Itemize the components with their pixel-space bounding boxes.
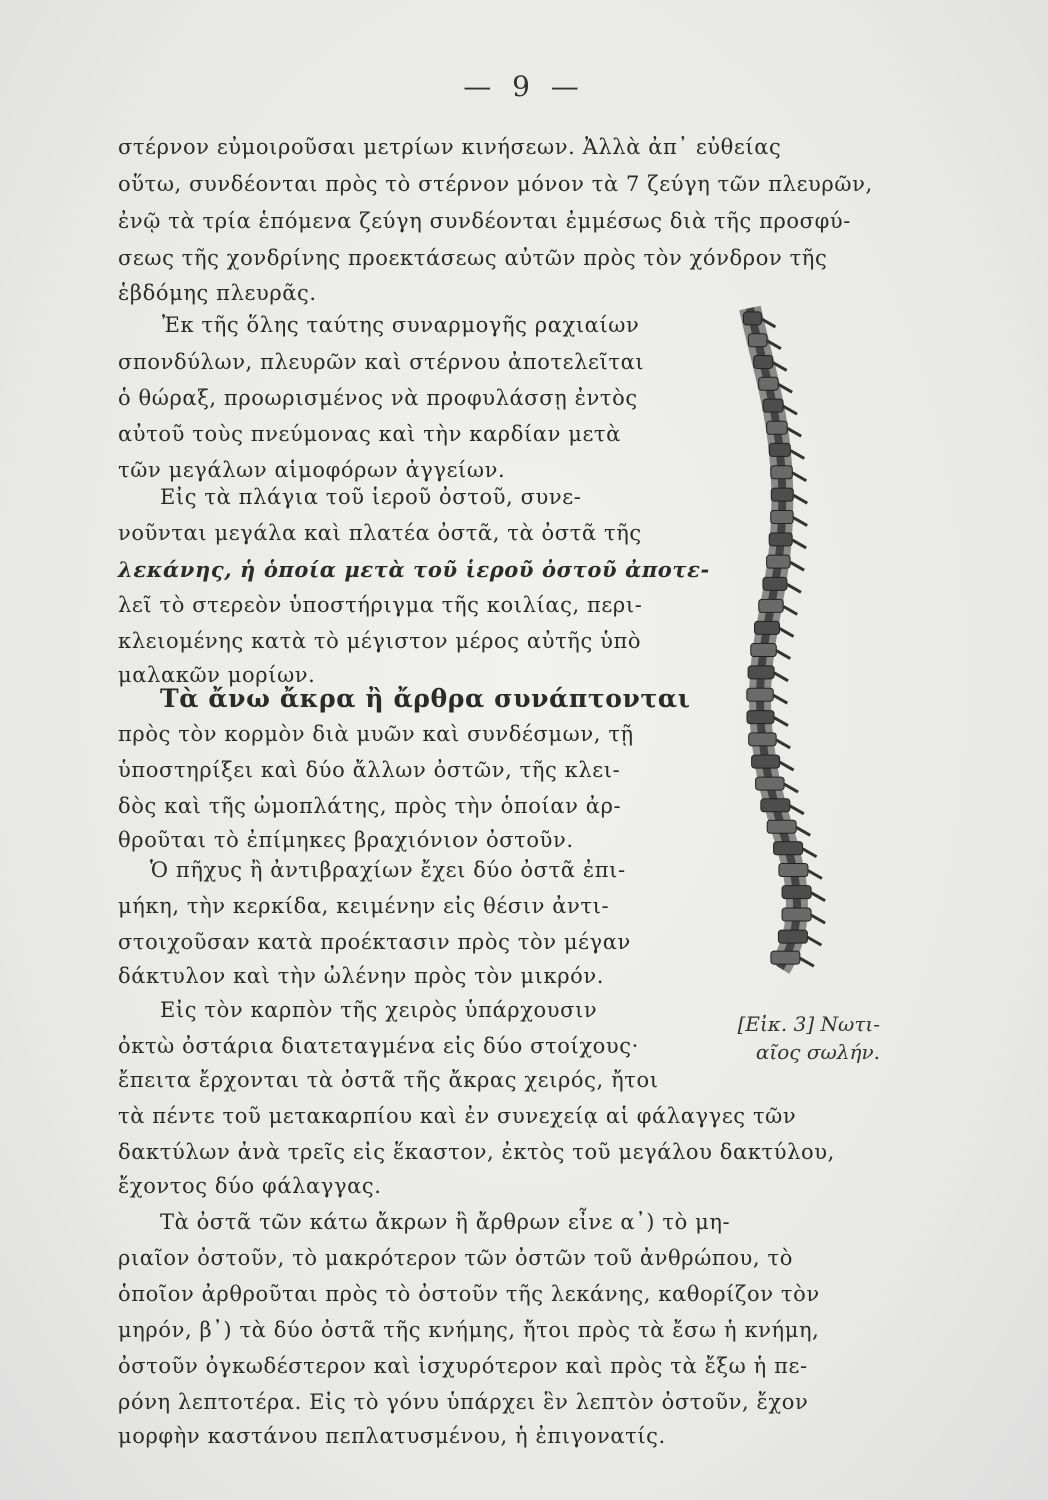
section-heading-upper-limbs: Τὰ ἄνω ἄκρα ἢ ἄρθρα συνάπτονται: [160, 684, 691, 713]
text-line-21: θροῦται τὸ ἐπίμηκες βραχιόνιον ὀστοῦν.: [118, 828, 574, 852]
text-line-31: ἔχοντος δύο φάλαγγας.: [118, 1174, 382, 1198]
text-line-27: ὀκτὼ ὀστάρια διατεταγμένα εἰς δύο στοίχους·: [118, 1034, 639, 1058]
vertebra: [774, 842, 803, 855]
text-line-9: αὐτοῦ τοὺς πνεύμονας καὶ τὴν καρδίαν μετὰ: [118, 422, 621, 446]
vertebra: [754, 621, 779, 634]
text-line-28: ἔπειτα ἔρχονται τὰ ὀστᾶ τῆς ἄκρας χειρός, ἤτοι: [118, 1068, 659, 1092]
vertebra-process: [811, 915, 825, 923]
page-number: — 9 —: [463, 70, 585, 103]
vertebra-process: [793, 518, 807, 526]
vertebra-process: [807, 937, 821, 945]
vertebra: [771, 466, 793, 479]
text-line-36: ὀστοῦν ὀγκωδέστερον καὶ ἰσχυρότερον καὶ πρὸς τὰ ἔξω ἡ πε-: [118, 1354, 808, 1378]
vertebra-process: [787, 584, 801, 592]
text-line-13: λεκάνης, ἡ ὁποία μετὰ τοῦ ἱεροῦ ὀστοῦ ἀποτε-: [118, 557, 710, 582]
text-line-11: Εἰς τὰ πλάγια τοῦ ἱεροῦ ὀστοῦ, συνε-: [160, 485, 582, 509]
vertebra-process: [793, 495, 807, 503]
vertebra: [754, 355, 773, 368]
vertebra-process: [800, 958, 814, 966]
vertebra: [779, 864, 808, 877]
vertebra-process: [787, 428, 801, 436]
text-line-8: ὁ θώραξ, προωρισμένος νὰ προφυλάσσῃ ἐντὸς: [118, 386, 638, 410]
text-line-30: δακτύλων ἀνὰ τρεῖς εἰς ἕκαστον, ἐκτὸς τοῦ μεγάλου δακτύλου,: [118, 1140, 835, 1164]
text-line-14: λεῖ τὸ στερεὸν ὑποστήριγμα τῆς κοιλίας, περι-: [118, 593, 643, 617]
vertebra-process: [783, 606, 797, 614]
vertebra: [761, 799, 790, 812]
vertebra-process: [779, 628, 793, 636]
vertebra: [763, 577, 787, 590]
vertebra-process: [780, 762, 794, 770]
text-line-35: μηρόν, β᾽) τὰ δύο ὀστᾶ τῆς κνήμης, ἤτοι πρὸς τὰ ἔσω ἡ κνήμη,: [118, 1318, 820, 1342]
vertebra: [743, 312, 761, 325]
vertebra-process: [811, 893, 825, 901]
vertebra-process: [792, 540, 806, 548]
vertebra-process: [774, 673, 788, 681]
vertebra-process: [776, 651, 790, 659]
text-line-38: μορφὴν καστάνου πεπλατυσμένου, ἡ ἐπιγονατίς.: [118, 1424, 666, 1448]
text-line-3: ἐνῷ τὰ τρία ἑπόμενα ζεύγη συνδέονται ἐμμέσως διὰ τῆς προσφύ-: [118, 209, 851, 233]
vertebra: [782, 886, 811, 899]
vertebra: [771, 511, 794, 524]
vertebra: [778, 930, 807, 943]
vertebra-process: [776, 740, 790, 748]
text-line-19: ὑποστηρίξει καὶ δύο ἄλλων ὀστῶν, τῆς κλει-: [118, 758, 621, 782]
text-line-26: Εἰς τὸν καρπὸν τῆς χειρὸς ὑπάρχουσιν: [160, 998, 598, 1022]
text-line-4: σεως τῆς χονδρίνης προεκτάσεως αὐτῶν πρὸς τὸν χόνδρον τῆς: [118, 246, 828, 270]
vertebra: [782, 908, 811, 921]
text-line-10: τῶν μεγάλων αἱμοφόρων ἀγγείων.: [118, 458, 506, 482]
vertebra: [756, 777, 785, 790]
text-line-37: ρόνη λεπτοτέρα. Εἰς τὸ γόνυ ὑπάρχει ἓν λεπτὸν ὀστοῦν, ἔχον: [118, 1390, 809, 1414]
vertebra: [748, 666, 774, 679]
text-line-7: σπονδύλων, πλευρῶν καὶ στέρνου ἀποτελεῖται: [118, 350, 645, 374]
text-line-20: δὸς καὶ τῆς ὠμοπλάτης, πρὸς τὴν ὁποίαν ἀρ-: [118, 794, 622, 818]
vertebra: [759, 377, 779, 390]
vertebra: [751, 644, 777, 657]
vertebra: [747, 711, 774, 724]
text-line-2: οὕτω, συνδέονται πρὸς τὸ στέρνον μόνον τὰ 7 ζεύγη τῶν πλευρῶν,: [118, 172, 873, 196]
vertebra: [748, 334, 767, 347]
vertebra: [767, 820, 796, 833]
figure-caption-line-1: [Εἰκ. 3] Νωτι-: [737, 1012, 880, 1036]
vertebra-process: [774, 718, 788, 726]
text-line-23: μήκη, τὴν κερκίδα, κειμένην εἰς θέσιν ἀντι-: [118, 894, 610, 918]
vertebra-process: [784, 784, 798, 792]
vertebra: [771, 488, 793, 501]
vertebra: [759, 599, 784, 612]
text-line-32: Τὰ ὀστᾶ τῶν κάτω ἄκρων ἢ ἄρθρων εἶνε α᾽) τὸ μη-: [160, 1210, 731, 1234]
vertebra-process: [790, 562, 804, 570]
text-line-29: τὰ πέντε τοῦ μετακαρπίου καὶ ἐν συνεχείᾳ αἱ φάλαγγες τῶν: [118, 1104, 797, 1128]
text-line-33: ριαῖον ὀστοῦν, τὸ μακρότερον τῶν ὀστῶν τοῦ ἀνθρώπου, τὸ: [118, 1246, 793, 1270]
text-line-15: κλειομένης κατὰ τὸ μέγιστον μέρος αὐτῆς ὑπὸ: [118, 629, 642, 653]
text-line-5: ἑβδόμης πλευρᾶς.: [118, 281, 317, 305]
vertebra: [763, 399, 783, 412]
vertebra-process: [790, 450, 804, 458]
vertebra-process: [808, 871, 822, 879]
figure-caption-line-2: αῖος σωλήν.: [755, 1040, 880, 1064]
figure-caption: [700, 1010, 880, 1066]
vertebra-process: [790, 806, 804, 814]
text-line-34: ὁποῖον ἀρθροῦται πρὸς τὸ ὀστοῦν τῆς λεκάνης, καθορίζον τὸν: [118, 1282, 820, 1306]
vertebra: [769, 533, 792, 546]
text-line-12: νοῦνται μεγάλα καὶ πλατέα ὀστᾶ, τὰ ὀστᾶ τῆς: [118, 521, 642, 545]
text-line-22: Ὁ πῆχυς ἢ ἀντιβραχίων ἔχει δύο ὀστᾶ ἐπι-: [150, 858, 626, 882]
vertebra: [769, 443, 790, 456]
vertebra: [767, 421, 788, 434]
vertebra-process: [803, 849, 817, 857]
vertebra-process: [773, 695, 787, 703]
vertebra: [749, 733, 777, 746]
vertebra-process: [796, 827, 810, 835]
text-line-16: μαλακῶν μορίων.: [118, 663, 316, 687]
vertebra: [752, 755, 780, 768]
text-line-25: δάκτυλον καὶ τὴν ὠλένην πρὸς τὸν μικρόν.: [118, 964, 605, 988]
vertebra-process: [792, 473, 806, 481]
vertebra: [767, 555, 791, 568]
text-line-18: πρὸς τὸν κορμὸν διὰ μυῶν καὶ συνδέσμων, τῇ: [118, 722, 634, 746]
spine-illustration: [695, 288, 885, 978]
vertebra: [747, 688, 774, 701]
text-line-24: στοιχοῦσαν κατὰ προέκτασιν πρὸς τὸν μέγαν: [118, 930, 631, 954]
text-line-6: Ἐκ τῆς ὅλης ταύτης συναρμογῆς ραχιαίων: [162, 313, 640, 337]
vertebra: [771, 951, 800, 964]
text-line-1: στέρνον εὐμοιροῦσαι μετρίων κινήσεων. Ἀλλὰ ἀπ᾽ εὐθείας: [118, 135, 782, 159]
